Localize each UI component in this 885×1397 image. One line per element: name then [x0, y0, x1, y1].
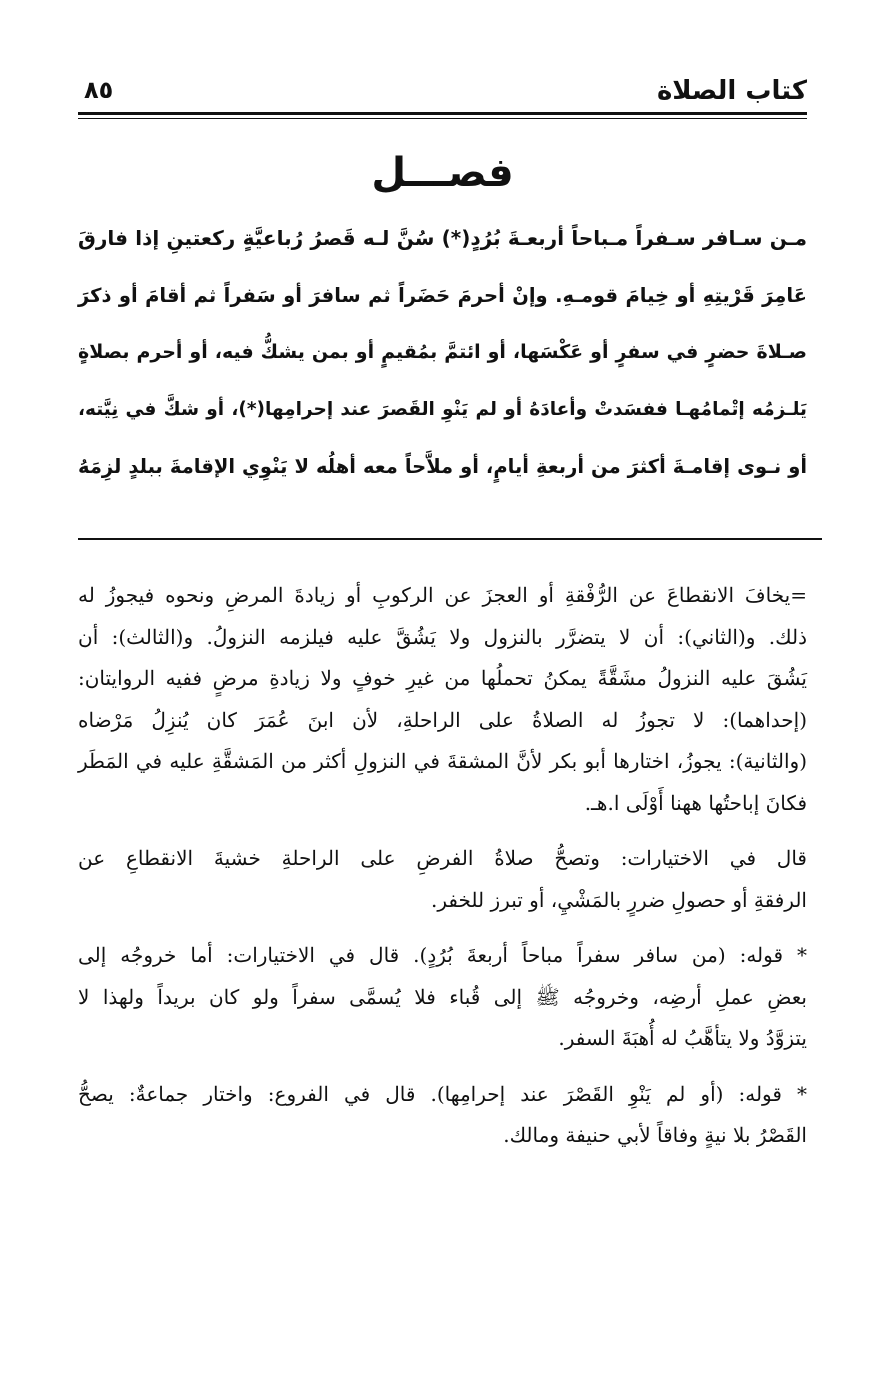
main-line: مـن سـافر سـفراً مـباحاً أربعـةَ بُرُدٍ(*) سُنَّ لـه قَصرُ رُباعيَّةٍ ركعتينِ إذا فارقَ — [78, 226, 807, 250]
note-line: يَشُقَ عليه النزولُ مشَقَّةً يمكنُ تحملُها من غيرِ خوفٍ ولا زيادةِ مرضٍ ففيه الروايتان: — [78, 666, 807, 690]
main-line: يَلـزمُه إتْمامُهـا ففسَدتْ وأعادَهُ أو لم يَنْوِ القَصرَ عند إحرامِها(*)، أو شكَّ في نِيَّته، — [78, 399, 807, 420]
footnote-separator — [78, 538, 822, 540]
header-rule-thin — [78, 118, 807, 119]
footnotes — [78, 575, 807, 1157]
main-text — [78, 210, 807, 495]
section-heading: فصـــل — [371, 150, 514, 196]
note-line: (والثانية): يجوزُ، اختارها أبو بكر لأنَّ المشقةَ في النزولِ أكثر من المَشقَّةِ عليه في المَطَر — [78, 749, 807, 773]
note-line: قال في الاختيارات: وتصحُّ صلاةُ الفرضِ على الراحلةِ خشيةَ الانقطاعِ عن — [78, 846, 807, 870]
note-line: * قوله: (أو لم يَنْوِ القَصْرَ عند إحرامِها). قال في الفروع: واختار جماعةٌ: يصحُّ — [78, 1081, 807, 1106]
note-line: الرفقةِ أو حصولِ ضررٍ بالمَشْيِ، أو تبرز للخفر. — [431, 887, 807, 912]
page-number: ٨٥ — [84, 76, 114, 104]
main-line: أو نـوى إقامـةَ أكثرَ من أربعةِ أيامٍ، أو ملاَّحاً معه أهلُه لا يَنْوِي الإقامةَ ببلدٍ لزِمَهُ — [78, 455, 807, 478]
page-header — [78, 72, 807, 110]
main-line: عَامِرَ قَرْيتِهِ أو خِيامَ قومـهِ. وإنْ أحرمَ حَضَراً ثم سافرَ أو سَفراً ثم أقامَ أو ذكرَ — [78, 284, 807, 307]
note-line: يتزوَّدُ ولا يتأهَّبُ له أُهبَةَ السفر. — [558, 1026, 807, 1050]
note-line: * قوله: (من سافر سفراً مباحاً أربعةَ بُرُدٍ). قال في الاختيارات: أما خروجُه إلى — [78, 943, 807, 967]
note-line: ذلك. و(الثاني): أن لا يتضرَّر بالنزول ولا يَشُقَّ عليه فيلزمه النزولُ. و(الثالث): أن — [78, 624, 807, 649]
note-line: فكانَ إباحتُها ههنا أَوْلَى ا.هـ. — [584, 790, 807, 815]
chapter-title: كتاب الصلاة — [656, 76, 807, 106]
note-line: =يخافَ الانقطاعَ عن الرُّفْقةِ أو العجزَ عن الركوبِ أو زيادةَ المرضِ ونحوه فيجوزُ له — [78, 583, 807, 607]
main-line: صـلاةَ حضرٍ في سفرٍ أو عَكْسَها، أو ائتمَّ بمُقيمٍ أو بمن يشكُّ فيه، أو أحرم بصلاةٍ — [78, 341, 807, 363]
header-rule-thick — [78, 112, 807, 115]
note-line: (إحداهما): لا تجوزُ له الصلاةُ على الراحلةِ، لأن ابنَ عُمَرَ كان يُنزِلُ مَرْضاه — [78, 707, 807, 732]
note-line: بعضِ عملِ أرضِه، وخروجُه ﷺ إلى قُباء فلا يُسمَّى سفراً ولو كان بريداً ولهذا لا — [78, 984, 807, 1009]
note-line: القَصْرُ بلا نيةٍ وفاقاً لأبي حنيفة ومالك. — [503, 1123, 807, 1147]
